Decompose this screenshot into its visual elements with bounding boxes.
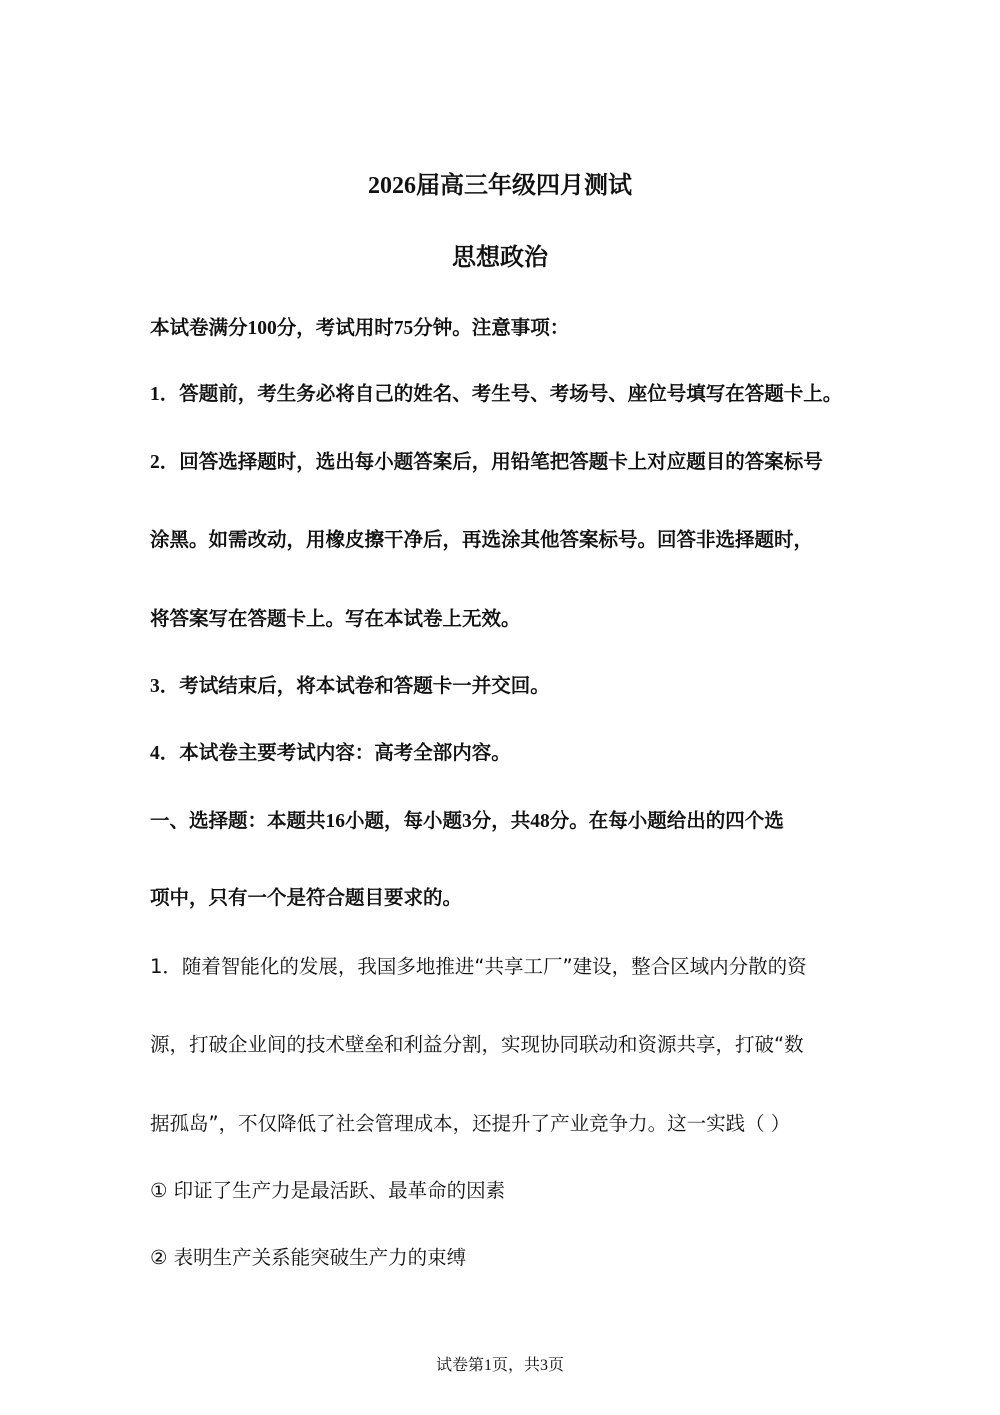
page-footer: 试卷第1页，共3页 [435, 1357, 564, 1374]
notice-item-4: 4．本试卷主要考试内容：高考全部内容。 [150, 743, 511, 764]
notice-intro: 本试卷满分100分，考试用时75分钟。注意事项： [150, 318, 570, 339]
question-1-stem-line-1: 1．随着智能化的发展，我国多地推进“共享工厂”建设，整合区域内分散的资 [150, 955, 807, 978]
notice-item-1: 1．答题前，考生务必将自己的姓名、考生号、考场号、座位号填写在答题卡上。 [150, 384, 843, 405]
notice-item-2-cont: 涂黑。如需改动，用橡皮擦干净后，再选涂其他答案标号。回答非选择题时， [150, 530, 814, 551]
question-1-option-2: ② 表明生产关系能突破生产力的束缚 [150, 1246, 467, 1269]
notice-item-3: 3．考试结束后，将本试卷和答题卡一并交回。 [150, 676, 550, 697]
section-heading-cont: 项中，只有一个是符合题目要求的。 [150, 888, 463, 909]
question-1-option-1: ① 印证了生产力是最活跃、最革命的因素 [150, 1179, 506, 1202]
question-1-stem-line-2: 源，打破企业间的技术壁垒和利益分割，实现协同联动和资源共享，打破“数 [150, 1033, 804, 1056]
exam-title: 2026届高三年级四月测试 [368, 173, 632, 199]
question-1-stem-line-3: 据孤岛”，不仅降低了社会管理成本，还提升了产业竞争力。这一实践（ ） [150, 1112, 791, 1135]
subject-title: 思想政治 [452, 245, 548, 271]
notice-item-2-cont2: 将答案写在答题卡上。写在本试卷上无效。 [150, 609, 521, 630]
section-heading: 一、选择题：本题共16小题，每小题3分，共48分。在每小题给出的四个选 [150, 811, 784, 832]
notice-item-2: 2．回答选择题时，选出每小题答案后，用铅笔把答题卡上对应题目的答案标号 [150, 452, 823, 473]
